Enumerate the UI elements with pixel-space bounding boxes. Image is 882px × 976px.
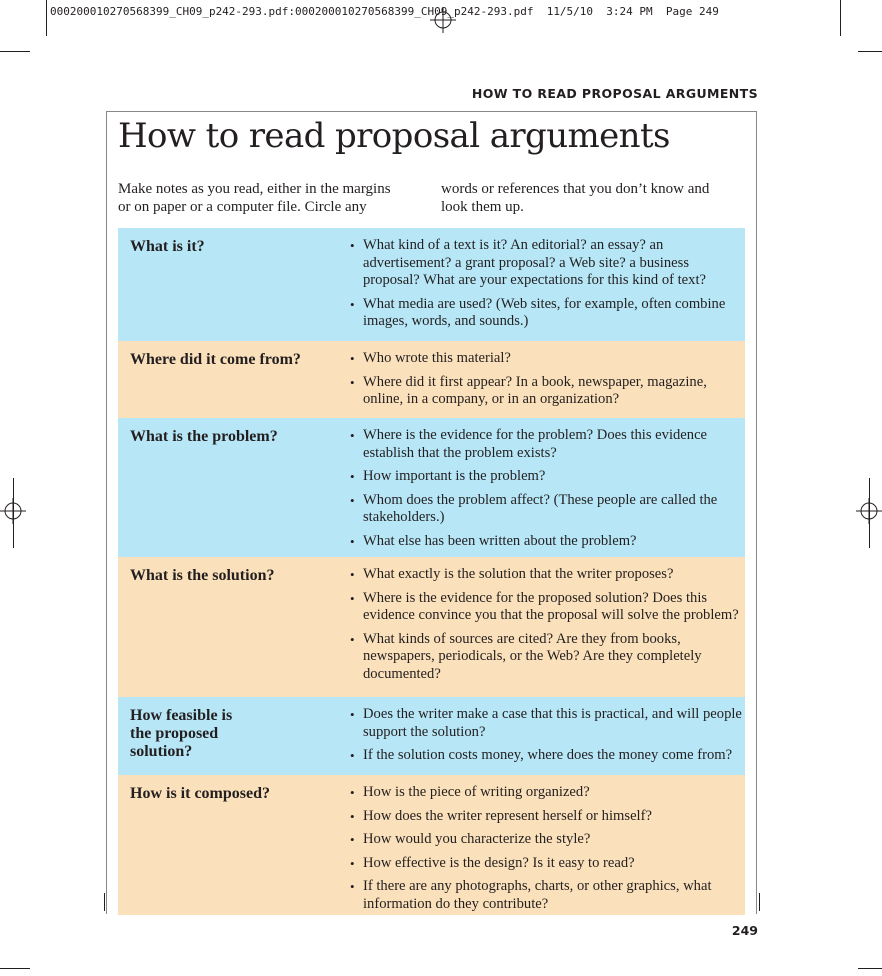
list-item-line: • How effective is the design? Is it easy to read? [363, 854, 635, 871]
list-item-line: support the solution? [363, 723, 486, 740]
list-item [347, 808, 745, 826]
list-item-line: • Who wrote this material? [363, 350, 511, 366]
list-item-line: • What exactly is the solution that the writer proposes? [363, 566, 674, 582]
list-item-line: images, words, and sounds.) [363, 313, 529, 329]
list-item [347, 374, 745, 409]
list-item-line: online, in a company, or in an organization? [363, 391, 620, 407]
print-slug-line: 000200010270568399_CH09_p242-293.pdf:000200010270568399_CH09_p242-293.pdf 11/5/10 3:24 PM Page 249 [50, 5, 719, 18]
crop-mark [46, 0, 47, 36]
crop-mark [840, 0, 841, 36]
row-question: How feasible is the proposed solution? [130, 707, 233, 760]
list-item-line: newspapers, periodicals, or the Web? Are they completely [363, 648, 702, 664]
crop-mark [104, 893, 105, 911]
question-table [118, 228, 745, 915]
crop-mark [13, 478, 14, 548]
crop-mark [0, 51, 30, 52]
list-item-line: stakeholders.) [363, 509, 445, 525]
list-item-line: • What kinds of sources are cited? Are they from books, [363, 630, 681, 647]
list-item-line: • If there are any photographs, charts, or other graphics, what [363, 878, 712, 894]
list-item [347, 631, 745, 684]
list-item-line: proposal? What are your expectations for this kind of text? [363, 272, 706, 288]
bullet-list [347, 557, 745, 697]
list-item [347, 566, 745, 584]
list-item-line: • How would you characterize the style? [363, 831, 591, 847]
list-item [347, 831, 745, 849]
list-item-line: evidence convince you that the proposal will solve the problem? [363, 607, 739, 623]
list-item-line: • If the solution costs money, where does the money come from? [363, 747, 733, 763]
page-title: How to read proposal arguments [118, 116, 670, 156]
list-item-line: • Where did it first appear? In a book, newspaper, magazine, [363, 373, 707, 390]
crop-mark [858, 51, 882, 52]
crop-mark [759, 893, 760, 911]
list-item [347, 855, 745, 873]
list-item-line: • Where is the evidence for the proposed solution? Does this [363, 589, 708, 606]
table-row [118, 775, 745, 915]
bullet-list [347, 775, 745, 915]
crop-mark [0, 968, 30, 969]
list-item [347, 533, 745, 551]
list-item [347, 427, 745, 462]
list-item-line: • What else has been written about the problem? [363, 532, 637, 549]
list-item-line: • Does the writer make a case that this is practical, and will people [363, 706, 742, 722]
list-item-line: advertisement? a grant proposal? a Web site? a business [363, 254, 689, 271]
list-item [347, 492, 745, 527]
list-item-line: establish that the problem exists? [363, 444, 557, 461]
bullet-list [347, 697, 745, 775]
list-item-line: • Whom does the problem affect? (These people are called the [363, 491, 718, 508]
list-item [347, 468, 745, 486]
table-row [118, 228, 745, 341]
running-head: HOW TO READ PROPOSAL ARGUMENTS [471, 86, 758, 101]
page-number: 249 [731, 923, 758, 938]
list-item [347, 747, 745, 765]
list-item-line: information do they contribute? [363, 895, 549, 912]
list-item-line: • What kind of a text is it? An editorial? an essay? an [363, 237, 664, 253]
table-row [118, 697, 745, 775]
list-item-line: • Where is the evidence for the problem? Does this evidence [363, 427, 708, 443]
intro-paragraph: Make notes as you read, either in the margins or on paper or a computer file. Circle any words or references that you don’t know and look them up. [118, 181, 710, 215]
bullet-list [347, 228, 745, 341]
list-item [347, 296, 745, 331]
row-question: What is the solution? [130, 567, 275, 584]
registration-mark-icon [430, 7, 456, 33]
list-item [347, 350, 745, 368]
table-row [118, 341, 745, 418]
row-question: What is it? [130, 238, 205, 255]
row-question: Where did it come from? [130, 351, 301, 368]
list-item [347, 706, 745, 741]
row-question: What is the problem? [130, 428, 278, 445]
row-question: How is it composed? [130, 785, 270, 802]
list-item [347, 878, 745, 913]
table-row [118, 418, 745, 557]
crop-mark [858, 968, 882, 969]
crop-mark [869, 478, 870, 548]
list-item-line: documented? [363, 665, 441, 682]
list-item [347, 237, 745, 290]
table-row [118, 557, 745, 697]
list-item-line: • How is the piece of writing organized? [363, 784, 590, 800]
list-item-line: • How does the writer represent herself or himself? [363, 807, 652, 824]
list-item-line: • How important is the problem? [363, 468, 546, 484]
bullet-list [347, 341, 745, 418]
list-item [347, 590, 745, 625]
list-item [347, 784, 745, 802]
bullet-list [347, 418, 745, 557]
list-item-line: • What media are used? (Web sites, for example, often combine [363, 295, 726, 312]
